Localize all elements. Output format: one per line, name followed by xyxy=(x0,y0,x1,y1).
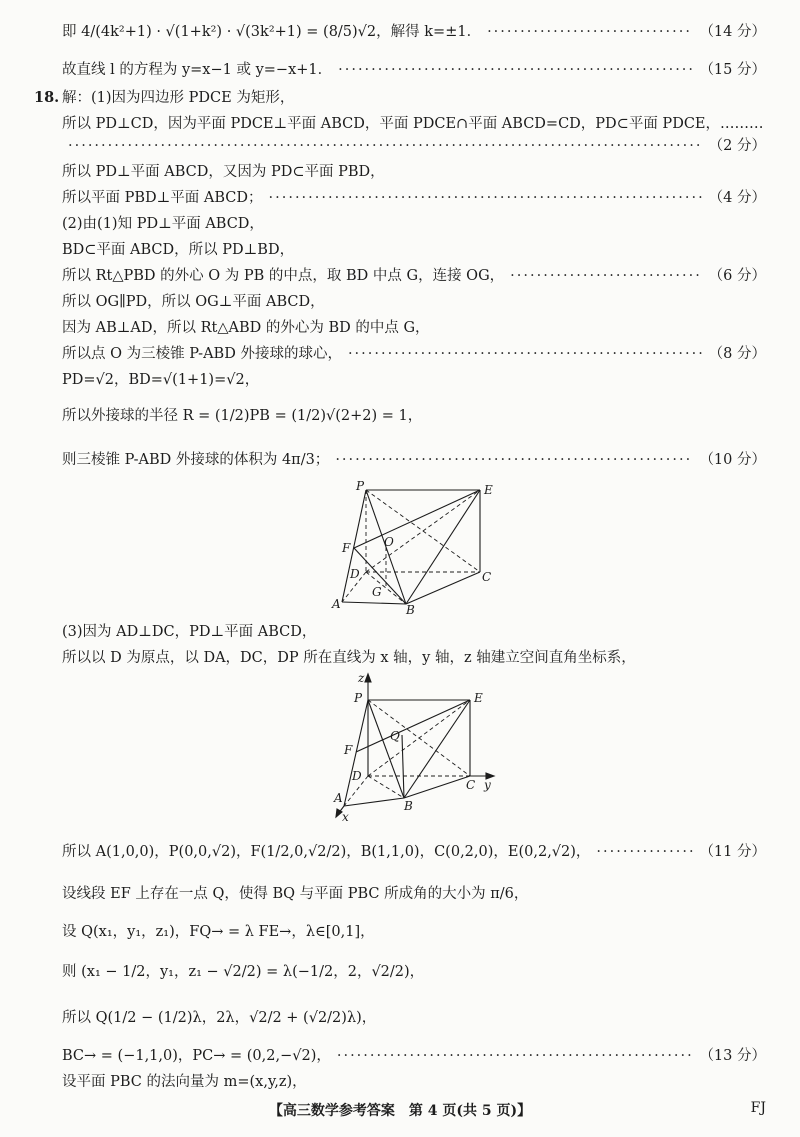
answer-line xyxy=(62,622,766,642)
label-A: A xyxy=(332,597,341,611)
answer-line xyxy=(62,136,766,156)
leader-dots xyxy=(335,450,693,470)
edge-BC xyxy=(406,572,480,604)
label-P: P xyxy=(356,480,365,493)
answer-line xyxy=(62,114,766,134)
label-P: P xyxy=(354,691,363,705)
math-text: 所以 PD⊥CD，因为平面 PDCE⊥平面 ABCD，平面 PDCE∩平面 ABCD=CD，PD⊂平面 PDCE，……… xyxy=(62,116,764,132)
answer-line xyxy=(62,240,766,260)
leader-dots xyxy=(68,136,703,156)
answer-line xyxy=(62,292,766,312)
math-text: 因为 AB⊥AD，所以 Rt△ABD 的外心为 BD 的中点 G， xyxy=(62,320,430,336)
answer-line xyxy=(62,1008,766,1028)
math-text: 设 Q(x₁，y₁，z₁)，FQ→ = λ FE→，λ∈[0,1]， xyxy=(62,924,375,940)
edge-DB xyxy=(368,776,404,798)
answer-line xyxy=(62,648,766,668)
score-label: （8 分） xyxy=(708,346,766,362)
answer-line xyxy=(62,22,766,42)
answer-line xyxy=(62,370,766,390)
leader-dots xyxy=(337,1046,694,1066)
answer-line xyxy=(62,1072,766,1092)
label-B: B xyxy=(406,603,415,615)
math-text: PD=√2，BD=√(1+1)=√2， xyxy=(62,372,260,388)
edge-BC xyxy=(404,776,470,798)
label-A: A xyxy=(334,791,343,805)
leader-dots xyxy=(269,188,703,208)
edge-PB xyxy=(368,700,404,798)
label-F: F xyxy=(342,541,351,555)
answer-line xyxy=(62,266,766,286)
math-text: 所以平面 PBD⊥平面 ABCD； xyxy=(62,190,263,206)
answer-line xyxy=(62,214,766,234)
answer-line xyxy=(62,318,766,338)
answer-line xyxy=(62,60,766,80)
label-E: E xyxy=(474,691,483,705)
math-text: 即 4/(4k²+1) · √(1+k²) · √(3k²+1) = (8/5)√2，解得 k=±1． xyxy=(62,24,482,40)
math-text: (2)由(1)知 PD⊥平面 ABCD， xyxy=(62,216,264,232)
score-label: （15 分） xyxy=(699,62,766,78)
math-text: 所以 A(1,0,0)，P(0,0,√2)，F(1/2,0,√2/2)，B(1,1,0)，C(0,2,0)，E(0,2,√2)， xyxy=(62,844,591,860)
answer-line xyxy=(62,922,766,942)
math-text: 所以以 D 为原点，以 DA，DC，DP 所在直线为 x 轴，y 轴，z 轴建立空间直角坐标系， xyxy=(62,650,636,666)
math-text: 所以 Q(1/2 − (1/2)λ，2λ，√2/2 + (√2/2)λ)， xyxy=(62,1010,377,1026)
math-text: BD⊂平面 ABCD，所以 PD⊥BD， xyxy=(62,242,295,258)
answer-line xyxy=(62,188,766,208)
label-D: D xyxy=(350,567,360,581)
answer-line xyxy=(62,450,766,470)
label-y: y xyxy=(484,778,491,792)
leader-dots xyxy=(487,22,693,42)
footer-code: FJ xyxy=(750,1100,766,1116)
math-text: 设线段 EF 上存在一点 Q，使得 BQ 与平面 PBC 所成角的大小为 π/6， xyxy=(62,886,529,902)
answer-line xyxy=(62,162,766,182)
score-label: （10 分） xyxy=(699,452,766,468)
answer-line xyxy=(62,842,766,862)
answer-line xyxy=(62,406,766,426)
leader-dots xyxy=(510,266,702,286)
math-text: 所以 Rt△PBD 的外心 O 为 PB 的中点，取 BD 中点 G，连接 OG， xyxy=(62,268,505,284)
label-C: C xyxy=(466,778,476,792)
geometry-figure-1 xyxy=(326,480,506,615)
answer-line xyxy=(62,344,766,364)
leader-dots xyxy=(348,344,703,364)
page-footer: 【高三数学参考答案 第 4 页(共 5 页)】 xyxy=(268,1103,532,1119)
label-G: G xyxy=(372,585,382,599)
score-label: （2 分） xyxy=(708,138,766,154)
math-text: 解：(1)因为四边形 PDCE 为矩形， xyxy=(62,90,295,106)
edge-AB xyxy=(344,798,404,806)
math-text: 则三棱锥 P-ABD 外接球的体积为 4π/3； xyxy=(62,452,330,468)
label-E: E xyxy=(484,483,493,497)
math-text: 所以外接球的半径 R = (1/2)PB = (1/2)√(2+2) = 1， xyxy=(62,408,423,424)
label-D: D xyxy=(352,769,362,783)
edge-AB xyxy=(342,602,406,604)
question-number: 18. xyxy=(34,89,60,106)
leader-dots xyxy=(338,60,693,80)
math-text: 所以点 O 为三棱锥 P-ABD 外接球的球心， xyxy=(62,346,342,362)
answer-line xyxy=(62,962,766,982)
geometry-figure-2 xyxy=(322,672,512,822)
answer-line xyxy=(62,884,766,904)
answer-line xyxy=(62,88,766,108)
label-x: x xyxy=(342,810,349,822)
leader-dots xyxy=(596,842,693,862)
math-text: (3)因为 AD⊥DC，PD⊥平面 ABCD， xyxy=(62,624,317,640)
edge-BQ xyxy=(402,735,404,798)
math-text: 所以 PD⊥平面 ABCD，又因为 PD⊂平面 PBD， xyxy=(62,164,385,180)
math-text: 则 (x₁ − 1/2，y₁，z₁ − √2/2) = λ(−1/2，2，√2/2)， xyxy=(62,964,425,980)
math-text: 所以 OG∥PD，所以 OG⊥平面 ABCD， xyxy=(62,294,325,310)
score-label: （4 分） xyxy=(708,190,766,206)
label-F: F xyxy=(344,743,353,757)
label-C: C xyxy=(482,570,492,584)
math-text: BC→ = (−1,1,0)，PC→ = (0,2,−√2)， xyxy=(62,1048,331,1064)
math-text: 故直线 l 的方程为 y=x−1 或 y=−x+1． xyxy=(62,62,333,78)
z-axis-arrow xyxy=(365,674,371,682)
label-B: B xyxy=(404,799,413,813)
label-O: O xyxy=(384,535,394,549)
score-label: （13 分） xyxy=(699,1048,766,1064)
label-Q: Q xyxy=(390,729,400,743)
score-label: （14 分） xyxy=(699,24,766,40)
score-label: （11 分） xyxy=(699,844,766,860)
answer-line xyxy=(62,1046,766,1066)
label-z: z xyxy=(358,672,365,685)
score-label: （6 分） xyxy=(708,268,766,284)
math-text: 设平面 PBC 的法向量为 m=(x,y,z)， xyxy=(62,1074,307,1090)
